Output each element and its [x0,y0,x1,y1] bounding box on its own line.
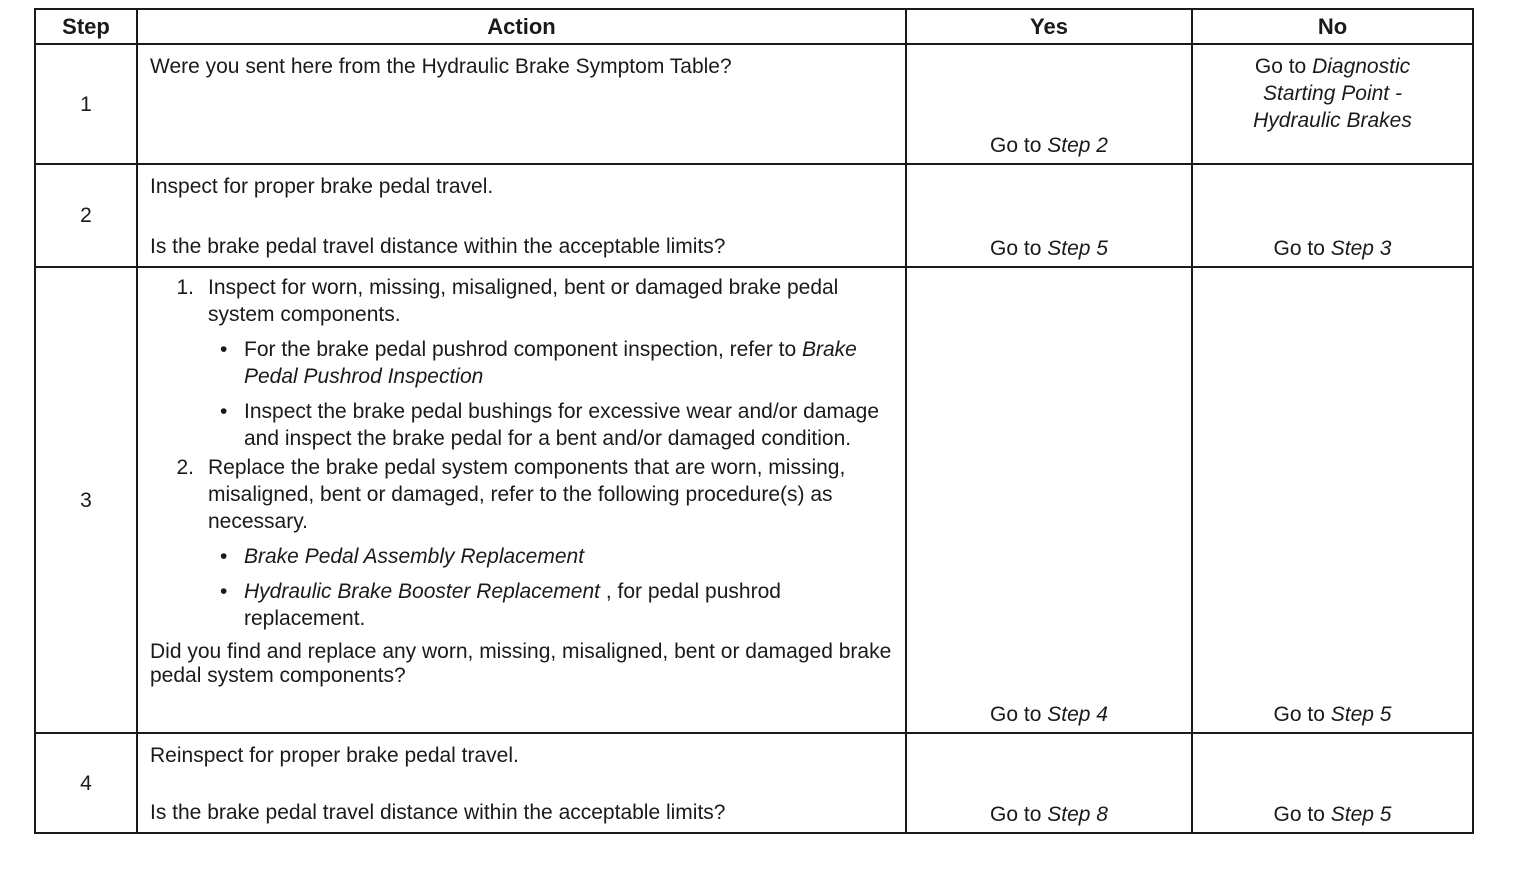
bullet-list [208,336,893,452]
action-instruction: Inspect for proper brake pedal travel. [150,175,494,198]
yes-prefix: Go to [990,703,1048,726]
yes-cell [906,164,1192,267]
procedure-item [174,454,893,632]
action-cell [137,44,906,164]
yes-cell [906,267,1192,733]
action-question: Did you find and replace any worn, missing, misaligned, bent or damaged brake pedal system components? [150,640,892,687]
step-number: 4 [35,733,137,833]
no-diagnostic-link-part2[interactable]: Starting Point - [1263,82,1402,105]
no-step-link[interactable]: Step 5 [1330,703,1392,726]
procedure-list [150,274,893,632]
procedure-number: 1. [176,276,194,299]
no-cell [1192,733,1473,833]
no-prefix: Go to [1273,237,1331,260]
procedure-item [174,274,893,452]
yes-prefix: Go to [990,803,1048,826]
header-action: Action [137,9,906,44]
action-question: Is the brake pedal travel distance within the acceptable limits? [150,801,726,824]
no-step-link[interactable]: Step 5 [1330,803,1392,826]
step-number: 1 [35,44,137,164]
yes-step-link[interactable]: Step 8 [1047,803,1108,826]
pushrod-inspection-link[interactable]: Brake Pedal Pushrod Inspection [244,338,857,388]
table-row [35,733,1473,833]
diagnostic-table [34,8,1474,834]
table-row [35,44,1473,164]
action-cell [137,733,906,833]
yes-cell [906,44,1192,164]
bullet-item [208,543,893,570]
action-cell [137,164,906,267]
no-cell [1192,267,1473,733]
step-number: 2 [35,164,137,267]
header-step: Step [35,9,137,44]
bullet-item: • Hydraulic Brake Booster Replacement , for pedal pushrod replacement. [208,578,893,632]
bullet-list [208,543,893,632]
bullet-item: • For the brake pedal pushrod component inspection, refer to Brake Pedal Pushrod Inspection [208,336,893,390]
procedure-text: Inspect for worn, missing, misaligned, bent or damaged brake pedal system components. [208,276,839,326]
yes-step-link[interactable]: Step 5 [1047,237,1108,260]
action-question: Is the brake pedal travel distance within the acceptable limits? [150,235,726,258]
no-step-link[interactable]: Step 3 [1330,237,1392,260]
header-row [35,9,1473,44]
action-question: Were you sent here from the Hydraulic Brake Symptom Table? [150,55,732,78]
table-row [35,164,1473,267]
booster-replacement-link[interactable]: Hydraulic Brake Booster Replacement [244,580,600,603]
procedure-number: 2. [176,456,194,479]
header-no: No [1192,9,1473,44]
step-number: 3 [35,267,137,733]
yes-step-link[interactable]: Step 2 [1047,134,1108,157]
yes-prefix: Go to [990,237,1048,260]
no-cell [1192,164,1473,267]
yes-cell [906,733,1192,833]
yes-prefix: Go to [990,134,1048,157]
no-cell [1192,44,1473,164]
procedure-text: Replace the brake pedal system components that are worn, missing, misaligned, bent or damaged, refer to the following procedure(s) as necessary. [208,456,846,533]
table-row [35,267,1473,733]
action-cell [137,267,906,733]
no-prefix: Go to [1273,803,1331,826]
no-diagnostic-link-part3[interactable]: Hydraulic Brakes [1253,109,1412,132]
bullet-item: • Inspect the brake pedal bushings for excessive wear and/or damage and inspect the brake pedal for a bent and/or damaged condition. [208,398,893,452]
header-yes: Yes [906,9,1192,44]
pedal-assembly-replacement-link[interactable]: Brake Pedal Assembly Replacement [244,545,585,568]
no-prefix: Go to [1273,703,1331,726]
yes-step-link[interactable]: Step 4 [1047,703,1108,726]
no-diagnostic-link-part1[interactable]: Diagnostic [1312,55,1411,78]
no-prefix: Go to [1254,55,1313,78]
action-instruction: Reinspect for proper brake pedal travel. [150,744,519,767]
